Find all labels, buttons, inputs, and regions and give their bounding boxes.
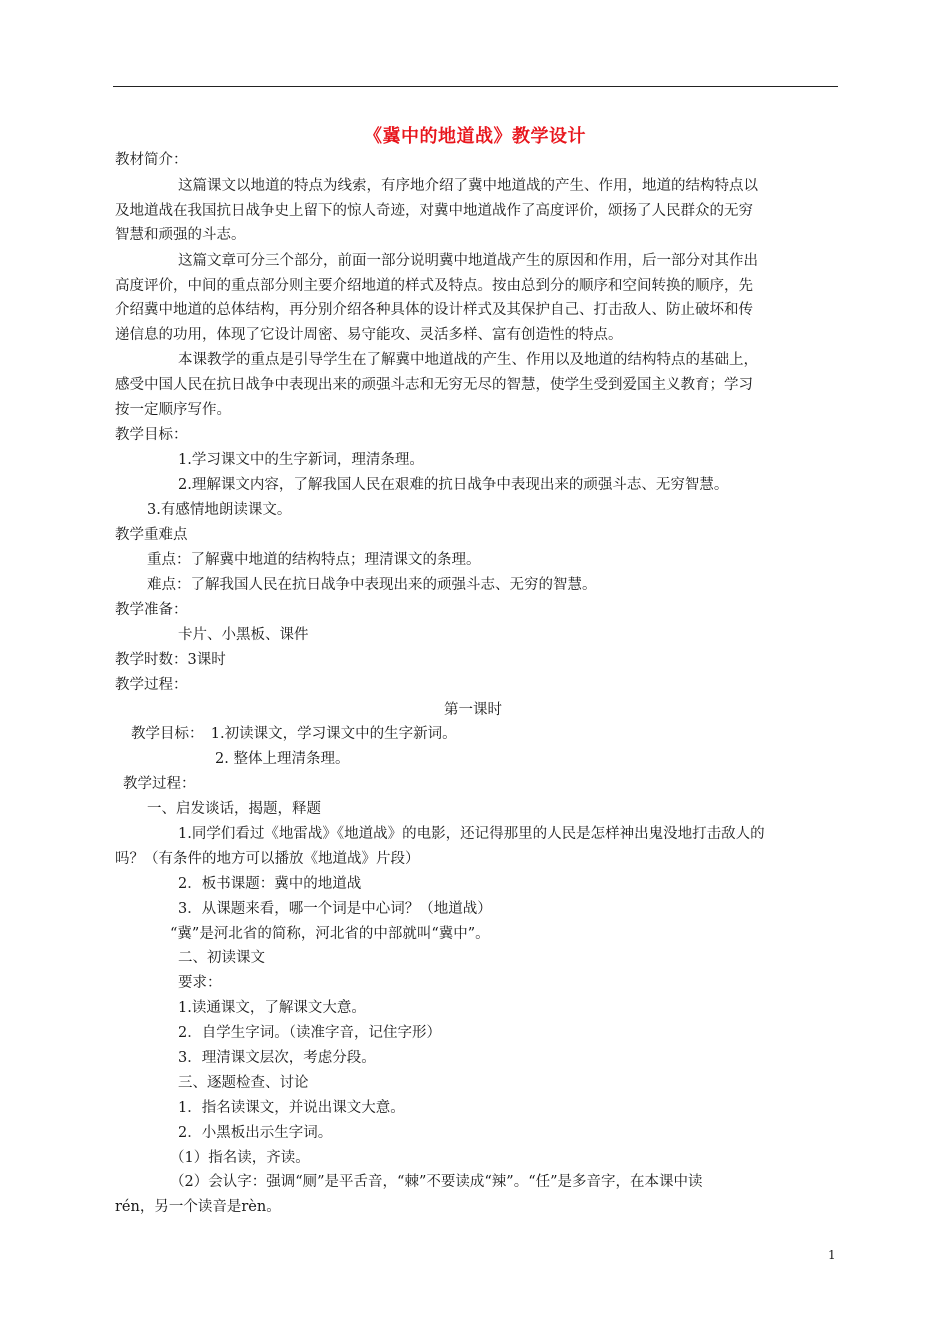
paragraph-line: 介绍冀中地道的总体结构，再分别介绍各种具体的设计样式及其保护自己、打击敌人、防止破坏和传	[115, 302, 753, 318]
list-item: 3．从课题来看，哪一个词是中心词？（地道战）	[178, 901, 492, 917]
paragraph-line: 要求：	[178, 975, 222, 991]
lesson-heading: 第一课时	[444, 702, 502, 718]
paragraph-line: 教学目标： 1.初读课文，学习课文中的生字新词。	[131, 726, 457, 742]
section-heading: 教学过程：	[123, 776, 196, 792]
paragraph-line: 吗？（有条件的地方可以播放《地道战》片段）	[115, 851, 420, 867]
paragraph-line: 智慧和顽强的斗志。	[115, 227, 246, 243]
paragraph-line: （2）会认字：强调“厕”是平舌音，“棘”不要读成“辣”。“任”是多音字，在本课中读	[170, 1174, 703, 1190]
section-heading: 教学时数：3课时	[115, 652, 226, 668]
paragraph-line: rén，另一个读音是rèn。	[115, 1199, 281, 1215]
paragraph-line: 高度评价，中间的重点部分则主要介绍地道的样式及特点。按由总到分的顺序和空间转换的顺序，先	[115, 278, 753, 294]
paragraph-line: 及地道战在我国抗日战争史上留下的惊人奇迹，对冀中地道战作了高度评价，颂扬了人民群众的无穷	[115, 203, 753, 219]
list-item: 2.理解课文内容，了解我国人民在艰难的抗日战争中表现出来的顽强斗志、无穷智慧。	[178, 477, 729, 493]
paragraph-line: 按一定顺序写作。	[115, 402, 231, 418]
paragraph-line: 感受中国人民在抗日战争中表现出来的顽强斗志和无穷无尽的智慧，使学生受到爱国主义教育；学习	[115, 377, 753, 393]
section-heading: 二、初读课文	[178, 950, 265, 966]
list-item: 3.有感情地朗读课文。	[147, 502, 292, 518]
list-item: 1．指名读课文，并说出课文大意。	[178, 1100, 405, 1116]
list-item: 2．小黑板出示生字词。	[178, 1125, 333, 1141]
list-item: 3．理清课文层次，考虑分段。	[178, 1050, 376, 1066]
list-item: 2．自学生字词。（读准字音，记住字形）	[178, 1025, 441, 1041]
list-item: 1.学习课文中的生字新词，理清条理。	[178, 452, 424, 468]
list-item: 1.读通课文，了解课文大意。	[178, 1000, 366, 1016]
paragraph-line: 卡片、小黑板、课件	[178, 627, 309, 643]
section-heading: 教学重难点	[115, 527, 188, 543]
section-heading: 一、启发谈话，揭题，释题	[147, 801, 321, 817]
list-item: 2．板书课题：冀中的地道战	[178, 876, 362, 892]
paragraph-line: 这篇课文以地道的特点为线索，有序地介绍了冀中地道战的产生、作用，地道的结构特点以	[178, 178, 758, 194]
paragraph-line: 这篇文章可分三个部分，前面一部分说明冀中地道战产生的原因和作用，后一部分对其作出	[178, 253, 758, 269]
section-heading: 教学目标：	[115, 427, 188, 443]
section-heading: 三、逐题检查、讨论	[178, 1075, 309, 1091]
paragraph-line: 重点：了解冀中地道的结构特点；理清课文的条理。	[147, 552, 481, 568]
list-item: （1）指名读，齐读。	[170, 1150, 310, 1166]
paragraph-line: 难点：了解我国人民在抗日战争中表现出来的顽强斗志、无穷的智慧。	[147, 577, 597, 593]
section-heading: 教材简介：	[115, 152, 188, 168]
header-rule	[113, 86, 838, 87]
paragraph-line: 本课教学的重点是引导学生在了解冀中地道战的产生、作用以及地道的结构特点的基础上，	[178, 352, 758, 368]
document-title: 《冀中的地道战》教学设计	[364, 126, 586, 147]
section-heading: 教学过程：	[115, 677, 188, 693]
paragraph-line: 递信息的功用，体现了它设计周密、易守能攻、灵活多样、富有创造性的特点。	[115, 327, 623, 343]
paragraph-line: 1.同学们看过《地雷战》《地道战》的电影，还记得那里的人民是怎样神出鬼没地打击敌人的	[178, 826, 765, 842]
page-number: 1	[828, 1248, 836, 1262]
list-item: 2. 整体上理清条理。	[215, 751, 350, 767]
section-heading: 教学准备：	[115, 602, 188, 618]
paragraph-line: “冀”是河北省的简称，河北省的中部就叫“冀中”。	[170, 926, 490, 942]
